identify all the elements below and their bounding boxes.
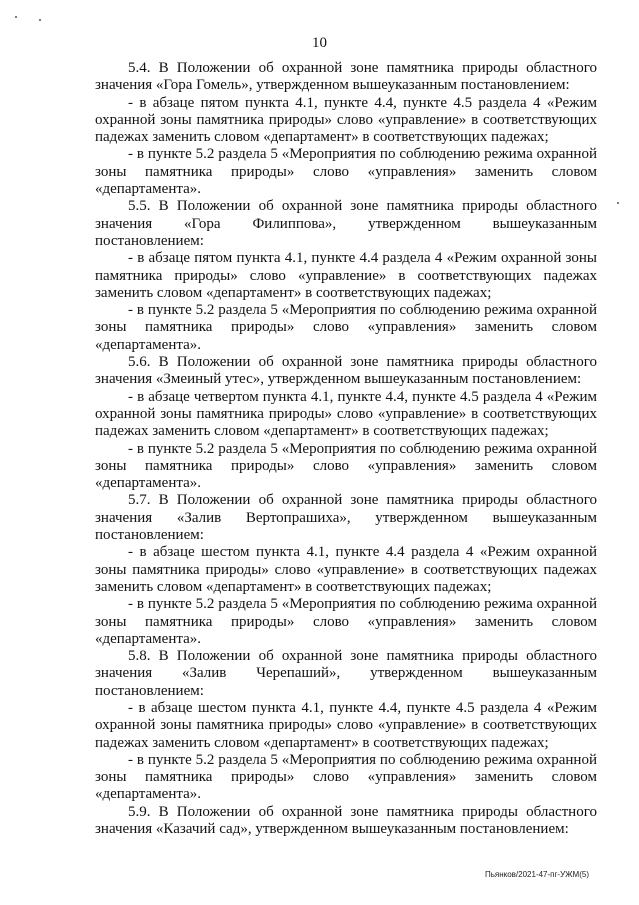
paragraph-5-6-item-2: - в пункте 5.2 раздела 5 «Мероприятия по соблюдению режима охранной зоны памятника природы» слово «управления» заменить словом «департамента». [95,440,597,492]
scan-speck [39,19,41,21]
paragraph-5-8-item-2: - в пункте 5.2 раздела 5 «Мероприятия по соблюдению режима охранной зоны памятника природы» слово «управления» заменить словом «департамента». [95,751,597,803]
scan-speck [617,202,619,204]
page-number: 10 [312,35,327,51]
scan-speck [15,16,17,18]
paragraph-5-7-item-2: - в пункте 5.2 раздела 5 «Мероприятия по соблюдению режима охранной зоны памятника природы» слово «управления» заменить словом «департамента». [95,596,597,647]
paragraph-5-8-heading: 5.8. В Положении об охранной зоне памятника природы областного значения «Залив Черепаший», утвержденном вышеуказанным постановлением: [95,648,597,699]
paragraph-5-5-heading: 5.5. В Положении об охранной зоне памятника природы областного значения «Гора Филиппова», утвержденном вышеуказанным постановлением: [95,198,597,249]
document-body [95,60,597,838]
paragraph-5-9-heading: 5.9. В Положении об охранной зоне памятника природы областного значения «Казачий сад», утвержденном вышеуказанным постановлением: [95,803,597,838]
paragraph-5-7-item-1: - в абзаце шестом пункта 4.1, пункте 4.4 раздела 4 «Режим охранной зоны памятника природы» слово «управление» в соответствующих падежах заменить словом «департамент» в соответствующих падежах; [95,544,597,595]
paragraph-5-4-item-2: - в пункте 5.2 раздела 5 «Мероприятия по соблюдению режима охранной зоны памятника природы» слово «управления» заменить словом «департамента». [95,146,597,198]
paragraph-5-5-item-1: - в абзаце пятом пункта 4.1, пункте 4.4 раздела 4 «Режим охранной зоны памятника природы» слово «управление» в соответствующих падежах заменить словом «департамент» в соответствующих падежах; [95,250,597,301]
paragraph-5-6-heading: 5.6. В Положении об охранной зоне памятника природы областного значения «Змеиный утес», утвержденном вышеуказанным постановлением: [95,354,597,388]
paragraph-5-4-heading: 5.4. В Положении об охранной зоне памятника природы областного значения «Гора Гомель», утвержденном вышеуказанным постановлением: [95,60,597,94]
paragraph-5-6-item-1: - в абзаце четвертом пункта 4.1, пункте 4.4, пункте 4.5 раздела 4 «Режим охранной зоны памятника природы» слово «управление» в соответствующих падежах заменить словом «департамент» в соответствующих падежах; [95,388,597,440]
document-code: Пьянков/2021-47-пг-УЖМ(5) [484,870,589,879]
paragraph-5-7-heading: 5.7. В Положении об охранной зоне памятника природы областного значения «Залив Вертопрашиха», утвержденном вышеуказанным постановлением: [95,492,597,544]
paragraph-5-8-item-1: - в абзаце шестом пункта 4.1, пункте 4.4, пункте 4.5 раздела 4 «Режим охранной зоны памятника природы» слово «управление» в соответствующих падежах заменить словом «департамент» в соответствующих падежах; [95,699,597,751]
paragraph-5-5-item-2: - в пункте 5.2 раздела 5 «Мероприятия по соблюдению режима охранной зоны памятника природы» слово «управления» заменить словом «департамента». [95,302,597,353]
paragraph-5-4-item-1: - в абзаце пятом пункта 4.1, пункте 4.4, пункте 4.5 раздела 4 «Режим охранной зоны памятника природы» слово «управление» в соответствующих падежах заменить словом «департамент» в соответствующих падежах; [95,94,597,146]
